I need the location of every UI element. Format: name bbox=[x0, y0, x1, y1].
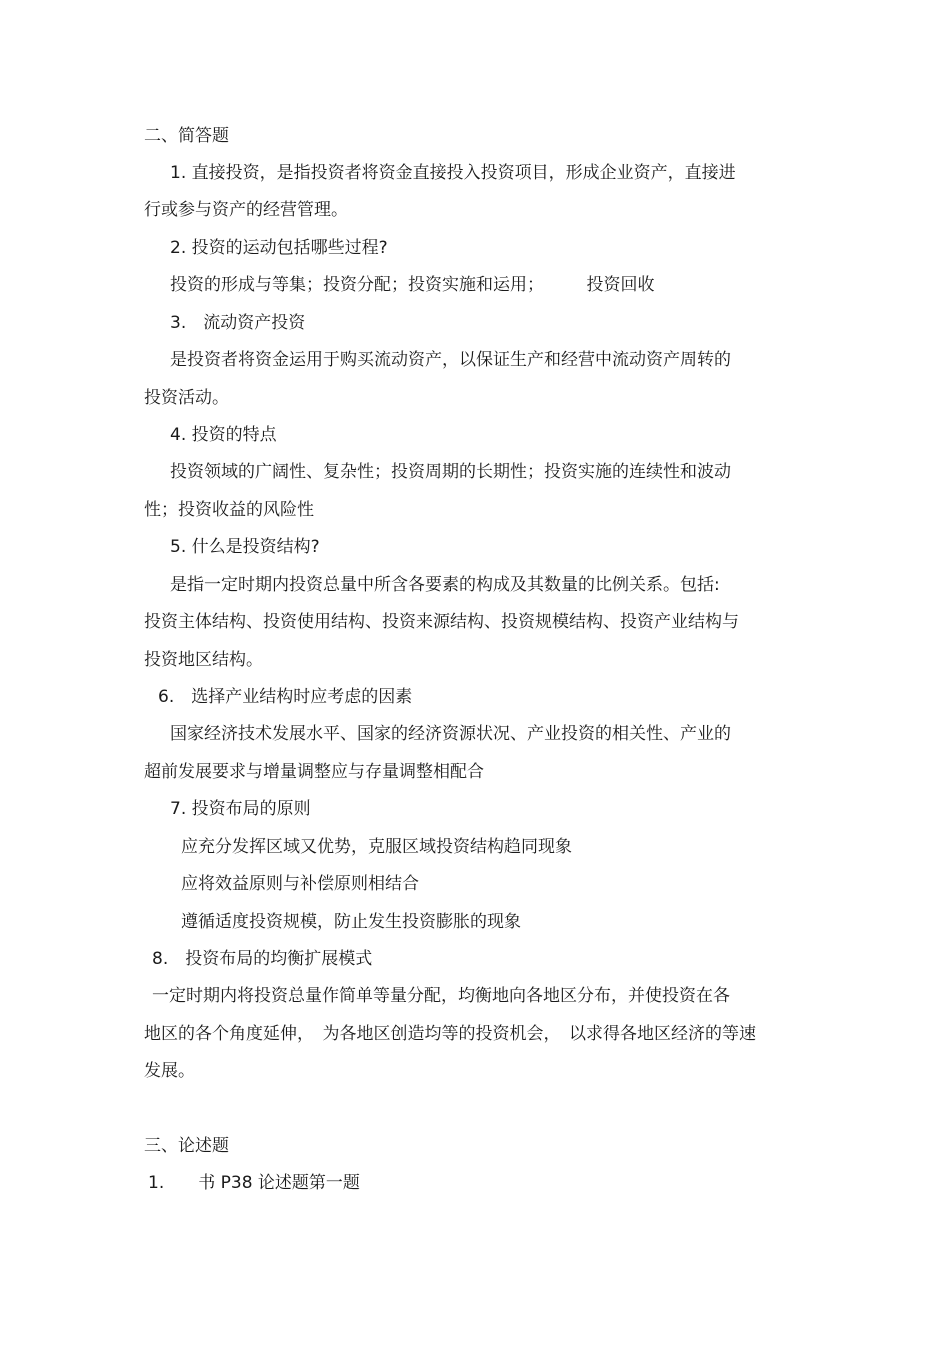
q4-answer-line2: 性；投资收益的风险性 bbox=[144, 500, 314, 520]
q7-answer-line3: 遵循适度投资规模，防止发生投资膨胀的现象 bbox=[181, 912, 521, 932]
q4-answer-line1: 投资领域的广阔性、复杂性；投资周期的长期性；投资实施的连续性和波动 bbox=[170, 462, 731, 482]
q7-answer-line2: 应将效益原则与补偿原则相结合 bbox=[181, 874, 419, 894]
q6-answer-line1: 国家经济技术发展水平、国家的经济资源状况、产业投资的相关性、产业的 bbox=[170, 724, 731, 744]
q1-text-line2: 行或参与资产的经营管理。 bbox=[144, 200, 348, 220]
q5-answer-line1: 是指一定时期内投资总量中所含各要素的构成及其数量的比例关系。包括: bbox=[170, 575, 720, 595]
q3-title: 3. 流动资产投资 bbox=[170, 313, 306, 333]
q5-answer-line2: 投资主体结构、投资使用结构、投资来源结构、投资规模结构、投资产业结构与 bbox=[144, 612, 739, 632]
q6-answer-line2: 超前发展要求与增量调整应与存量调整相配合 bbox=[144, 762, 484, 782]
q8-answer-line2: 地区的各个角度延伸， 为各地区创造均等的投资机会， 以求得各地区经济的等速 bbox=[144, 1024, 756, 1044]
q4-title: 4. 投资的特点 bbox=[170, 425, 277, 445]
q5-answer-line3: 投资地区结构。 bbox=[144, 650, 263, 670]
section-2-heading: 二、简答题 bbox=[144, 126, 229, 146]
q7-answer-line1: 应充分发挥区域又优势，克服区域投资结构趋同现象 bbox=[181, 837, 572, 857]
q7-title: 7. 投资布局的原则 bbox=[170, 799, 311, 819]
q8-title: 8. 投资布局的均衡扩展模式 bbox=[152, 949, 373, 969]
section-3-q1: 1. 书 P38 论述题第一题 bbox=[148, 1173, 360, 1193]
q2-title: 2. 投资的运动包括哪些过程? bbox=[170, 238, 388, 258]
q6-title: 6. 选择产业结构时应考虑的因素 bbox=[158, 687, 413, 707]
q1-text-line1: 1. 直接投资，是指投资者将资金直接投入投资项目，形成企业资产，直接进 bbox=[170, 163, 736, 183]
q3-answer-line1: 是投资者将资金运用于购买流动资产，以保证生产和经营中流动资产周转的 bbox=[170, 350, 731, 370]
q8-answer-line3: 发展。 bbox=[144, 1061, 195, 1081]
q2-answer: 投资的形成与等集；投资分配；投资实施和运用； 投资回收 bbox=[170, 275, 655, 295]
q5-title: 5. 什么是投资结构? bbox=[170, 537, 320, 557]
section-3-heading: 三、论述题 bbox=[144, 1136, 229, 1156]
q8-answer-line1: 一定时期内将投资总量作简单等量分配，均衡地向各地区分布，并使投资在各 bbox=[152, 986, 730, 1006]
q3-answer-line2: 投资活动。 bbox=[144, 388, 229, 408]
